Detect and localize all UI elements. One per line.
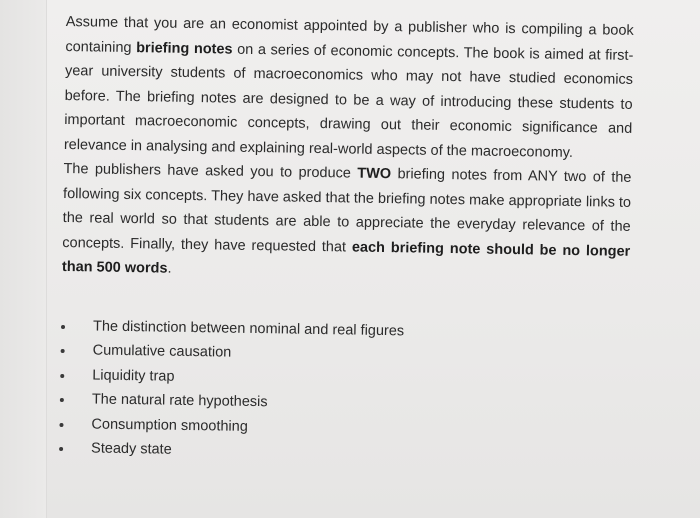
list-item-label: Cumulative causation [92, 342, 232, 361]
intro-bold-briefing-notes: briefing notes [136, 39, 233, 58]
intro-text-2: on a series of economic concepts. The book is aimed at first-year university students of macroeconomics who may not have studied economics before. The briefing notes are designed to be a way of introducing these students to important macroeconomic concepts, drawing out their economic significance and relevance in analysing and explaining real-world aspects of the macroeconomy. [63, 41, 634, 161]
list-item-label: Consumption smoothing [91, 416, 248, 435]
list-item-label: The natural rate hypothesis [91, 391, 268, 411]
bullet-icon [60, 398, 64, 402]
instructions-text-2: briefing notes from ANY two of the following six concepts. They have asked that the briefing notes make appropriate links to the real world so that students are able to appreciate the everyday relevance of the concepts. Finally, they have requested that [62, 166, 632, 256]
instructions-bold-two: TWO [357, 165, 392, 183]
list-item-label: The distinction between nominal and real figures [92, 317, 405, 339]
bullet-icon [59, 423, 63, 427]
assignment-text [59, 10, 634, 470]
bullet-icon [60, 374, 64, 378]
instructions-bold-word-limit: each briefing note should be no longer than 500 words [61, 239, 631, 277]
bullet-icon [61, 349, 65, 353]
page-margin [0, 0, 47, 518]
bullet-icon [61, 324, 65, 328]
instructions-text-3: . [167, 260, 172, 277]
concept-list [59, 313, 629, 469]
instructions-text-1: The publishers have asked you to produce [63, 160, 358, 182]
instructions-paragraph [62, 157, 632, 288]
list-item-label: Steady state [90, 440, 172, 459]
list-item-label: Liquidity trap [92, 367, 175, 385]
intro-text-1: Assume that you are an economist appointed by a publisher who is compiling a book containing [65, 13, 634, 56]
intro-paragraph [64, 10, 634, 166]
bullet-icon [59, 447, 63, 451]
